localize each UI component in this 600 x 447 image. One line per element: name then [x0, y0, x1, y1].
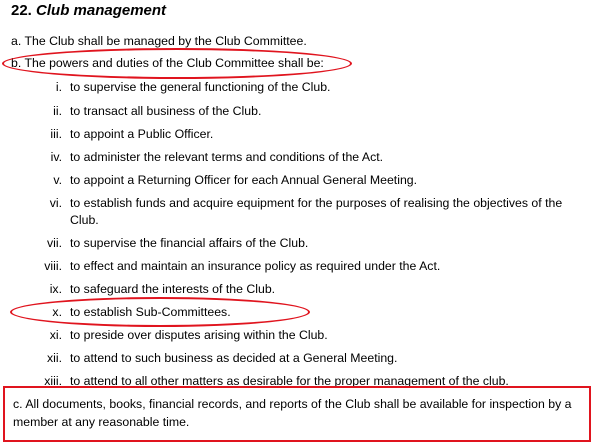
item-text: to attend to all other matters as desirable for the proper management of the club.	[70, 374, 509, 388]
highlight-ellipse-clause-b	[2, 48, 352, 79]
item-number: vi.	[49, 196, 62, 210]
item-number: xii.	[46, 351, 62, 365]
section-heading	[11, 2, 166, 19]
item-text: to preside over disputes arising within the Club.	[70, 328, 328, 342]
highlight-box-clause-c	[3, 386, 591, 442]
clause-a-text: The Club shall be managed by the Club Committee.	[24, 34, 307, 48]
item-text: to appoint a Public Officer.	[70, 127, 214, 141]
clause-c-text: All documents, books, financial records, and reports of the Club shall be available for inspection by a member at any reasonable time.	[13, 397, 572, 429]
item-text: to supervise the general functioning of the Club.	[70, 80, 331, 94]
item-text: to supervise the financial affairs of the Club.	[70, 236, 309, 250]
clause-a-marker: a.	[11, 34, 22, 48]
item-text: to transact all business of the Club.	[70, 104, 262, 118]
item-text: to effect and maintain an insurance policy as required under the Act.	[70, 259, 441, 273]
item-number: iv.	[50, 150, 62, 164]
item-number: i.	[55, 80, 62, 94]
item-text: to administer the relevant terms and conditions of the Act.	[70, 150, 384, 164]
item-text: to attend to such business as decided at a General Meeting.	[70, 351, 398, 365]
clause-b-marker: b.	[11, 56, 22, 70]
clause-c-marker: c.	[13, 397, 23, 411]
highlight-ellipse-item-x	[10, 297, 310, 327]
item-number: v.	[53, 173, 62, 187]
item-text: to establish Sub-Committees.	[70, 305, 231, 319]
clause-c	[13, 395, 583, 431]
item-text: to appoint a Returning Officer for each Annual General Meeting.	[70, 173, 418, 187]
item-number: xiii.	[44, 374, 62, 388]
clause-b-text: The powers and duties of the Club Committee shall be:	[24, 56, 324, 70]
item-number: xi.	[49, 328, 62, 342]
section-title: Club management	[36, 2, 167, 19]
item-number: viii.	[44, 259, 62, 273]
item-number: vii.	[46, 236, 62, 250]
item-number: ii.	[53, 104, 62, 118]
item-number: ix.	[49, 282, 62, 296]
item-number: x.	[52, 305, 62, 319]
item-text: to establish funds and acquire equipment for the purposes of realising the objectives of the Club.	[70, 196, 563, 227]
item-text: to safeguard the interests of the Club.	[70, 282, 276, 296]
section-number: 22.	[11, 2, 32, 19]
item-number: iii.	[50, 127, 62, 141]
